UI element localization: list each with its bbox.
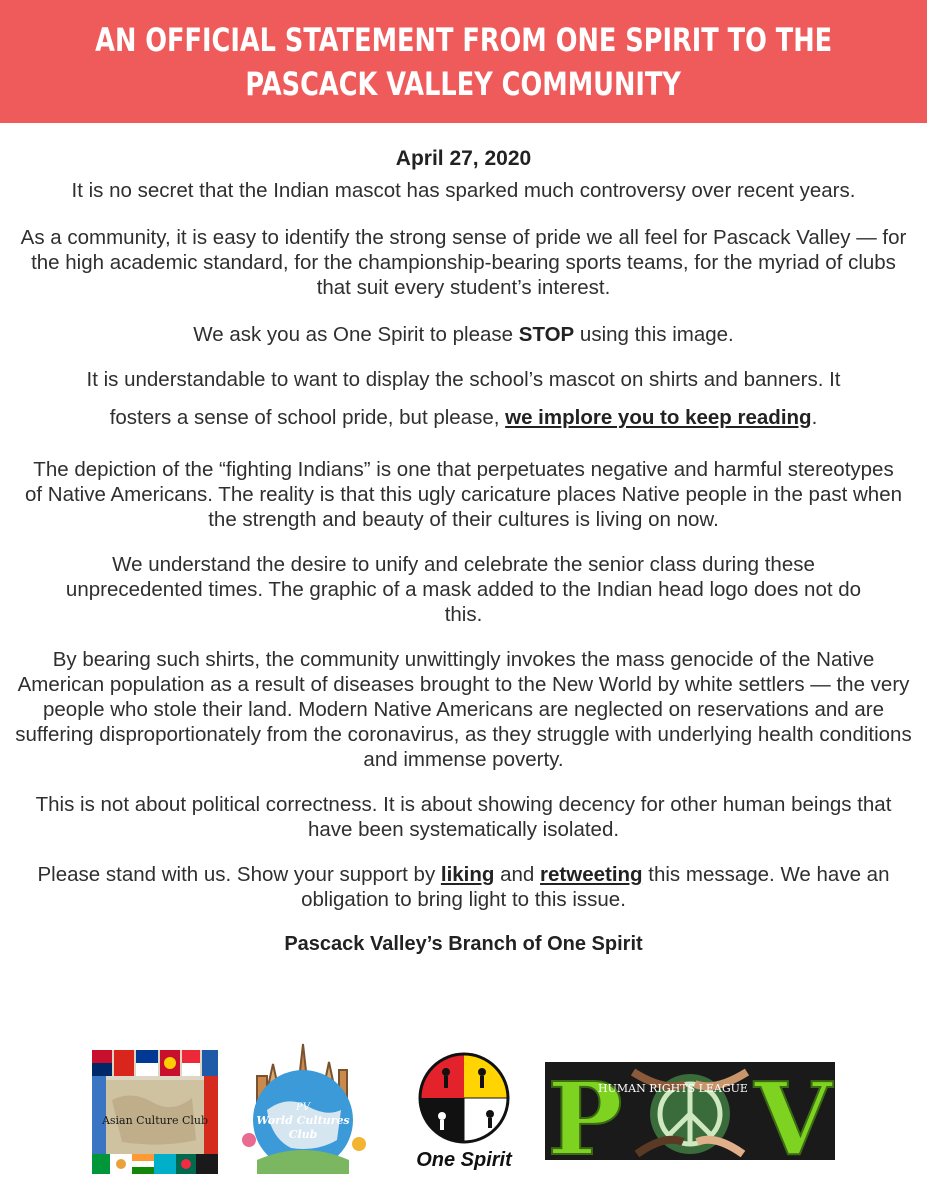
- hrl-label: HUMAN RIGHTS LEAGUE: [598, 1082, 748, 1095]
- asian-culture-club-logo: [92, 1050, 218, 1174]
- human-rights-league-logo: [545, 1062, 835, 1160]
- world-cultures-line-2: Club: [288, 1128, 318, 1141]
- paragraph-9-after: this message. We have an obligation to bring light to this issue.: [301, 863, 890, 911]
- paragraph-2: As a community, it is easy to identify the strong sense of pride we all feel for Pascack Valley — for the high academic standard, for the championship-bearing sports teams, for the myriad of clubs that suit every student’s interest.: [20, 226, 907, 299]
- header-banner: [0, 0, 927, 123]
- paragraph-3: [0, 322, 927, 347]
- retweeting-link[interactable]: retweeting: [540, 863, 643, 886]
- world-cultures-prefix: PV: [296, 1102, 310, 1113]
- paragraph-6: We understand the desire to unify and celebrate the senior class during these unprecedented times. The graphic of a mask added to the Indian head logo does not do this.: [65, 553, 862, 626]
- paragraph-5: The depiction of the “fighting Indians” is one that perpetuates negative and harmful stereotypes of Native Americans. The reality is that this ugly caricature places Native people in the past when the strength and beauty of their cultures is living on now.: [24, 458, 902, 531]
- paragraph-9-mid: and: [494, 863, 541, 886]
- paragraph-3-after: using this image.: [574, 323, 734, 346]
- title-line-1: AN OFFICIAL STATEMENT FROM ONE SPIRIT TO THE: [95, 20, 832, 59]
- paragraph-4-before: fosters a sense of school pride, but please,: [109, 406, 506, 429]
- world-cultures-club-logo: [237, 1040, 371, 1178]
- paragraph-1: It is no secret that the Indian mascot has sparked much controversy over recent years.: [71, 179, 856, 202]
- stop-emphasis: STOP: [518, 323, 575, 346]
- paragraph-8: This is not about political correctness. It is about showing decency for other human beings that have been systematically isolated.: [35, 793, 892, 841]
- title-line-2: PASCACK VALLEY COMMUNITY: [245, 64, 682, 103]
- liking-link[interactable]: liking: [440, 863, 495, 886]
- paragraph-4-after: .: [811, 406, 818, 429]
- statement-body: [0, 144, 927, 957]
- statement-date: April 27, 2020: [395, 147, 532, 170]
- paragraph-9-before: Please stand with us. Show your support by: [37, 863, 441, 886]
- paragraph-4-line-1: It is understandable to want to display the school’s mascot on shirts and banners. It: [86, 368, 841, 391]
- one-spirit-label: One Spirit: [416, 1149, 512, 1171]
- paragraph-3-before: We ask you as One Spirit to please: [193, 323, 519, 346]
- paragraph-7: By bearing such shirts, the community unwittingly invokes the mass genocide of the Native American population as a result of diseases brought to the New World by white settlers — the very people who stole their land. Modern Native Americans are neglected on reservations and are suffering disproportionately from the coronavirus, as they struggle with underlying health conditions and immense poverty.: [15, 648, 912, 771]
- hrl-letter-v: V: [754, 1062, 832, 1160]
- paragraph-9: [0, 862, 927, 912]
- keep-reading-link[interactable]: we implore you to keep reading: [505, 406, 812, 429]
- hrl-letter-p: P: [547, 1062, 623, 1160]
- signature: Pascack Valley’s Branch of One Spirit: [284, 933, 643, 955]
- one-spirit-logo: [402, 1048, 526, 1174]
- asian-culture-club-label: Asian Culture Club: [101, 1114, 209, 1127]
- logo-row: [0, 1040, 927, 1180]
- paragraph-4: [0, 361, 927, 437]
- world-cultures-line-1: World Cultures: [256, 1114, 350, 1127]
